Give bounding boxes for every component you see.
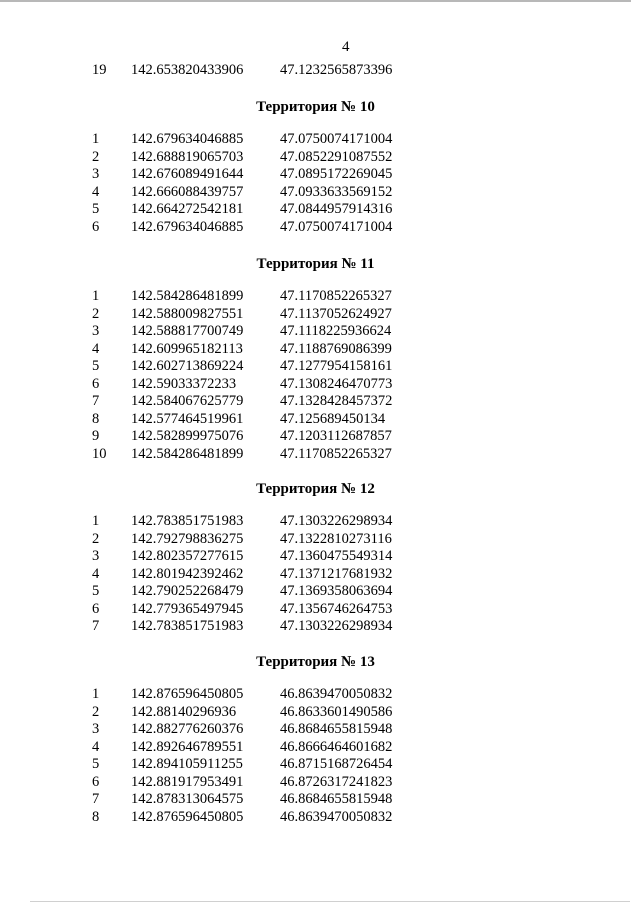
latitude-value: 46.8684655815948 [280, 721, 393, 737]
point-number: 3 [92, 323, 100, 339]
latitude-value: 47.0933633569152 [280, 183, 393, 200]
longitude-value: 142.676089491644 [131, 166, 244, 182]
point-number: 2 [92, 148, 100, 165]
point-number: 1 [92, 288, 100, 304]
section-title: Территория № 12 [256, 481, 375, 497]
latitude-value: 47.0852291087552 [280, 148, 393, 165]
latitude-value: 47.125689450134 [280, 410, 386, 427]
point-number: 6 [92, 375, 100, 392]
table-row [0, 184, 631, 202]
table-row [0, 201, 631, 219]
point-number: 3 [92, 166, 100, 182]
table-row [0, 791, 631, 809]
longitude-value: 142.584286481899 [131, 445, 244, 462]
longitude-value: 142.577464519961 [131, 410, 244, 427]
longitude-value: 142.59033372233 [131, 375, 237, 392]
table-row [0, 393, 631, 411]
territory-section-continued [0, 62, 631, 80]
point-number: 10 [92, 445, 107, 462]
section-title: Территория № 10 [256, 99, 375, 115]
latitude-value: 47.1170852265327 [280, 288, 392, 304]
coordinate-table [0, 686, 631, 826]
point-number: 5 [92, 583, 100, 599]
table-row [0, 739, 631, 757]
point-number: 1 [92, 686, 100, 702]
point-number: 6 [92, 600, 100, 617]
territory-section-12 [0, 479, 631, 636]
point-number: 5 [92, 201, 100, 217]
scan-edge-bottom [30, 901, 630, 902]
point-number: 6 [92, 218, 100, 235]
latitude-value: 47.1303226298934 [280, 618, 393, 634]
longitude-value: 142.792798836275 [131, 530, 244, 547]
longitude-value: 142.602713869224 [131, 358, 244, 374]
longitude-value: 142.584286481899 [131, 288, 244, 304]
longitude-value: 142.588009827551 [131, 305, 244, 322]
latitude-value: 47.1170852265327 [280, 445, 392, 462]
point-number: 1 [92, 513, 100, 529]
table-row [0, 531, 631, 549]
longitude-value: 142.664272542181 [131, 201, 244, 217]
longitude-value: 142.666088439757 [131, 183, 244, 200]
table-row [0, 686, 631, 704]
latitude-value: 46.8639470050832 [280, 686, 393, 702]
latitude-value: 47.1137052624927 [280, 305, 392, 322]
point-number: 7 [92, 791, 100, 807]
longitude-value: 142.653820433906 [131, 62, 244, 78]
table-row [0, 446, 631, 464]
longitude-value: 142.679634046885 [131, 131, 244, 147]
table-row [0, 704, 631, 722]
longitude-value: 142.588817700749 [131, 323, 244, 339]
territory-section-10 [0, 97, 631, 236]
table-row [0, 219, 631, 237]
latitude-value: 47.1203112687857 [280, 428, 392, 444]
longitude-value: 142.876596450805 [131, 686, 244, 702]
table-row [0, 756, 631, 774]
point-number: 2 [92, 305, 100, 322]
point-number: 1 [92, 131, 100, 147]
table-row [0, 428, 631, 446]
latitude-value: 47.1356746264753 [280, 600, 393, 617]
longitude-value: 142.779365497945 [131, 600, 244, 617]
territory-section-11 [0, 254, 631, 463]
latitude-value: 47.1369358063694 [280, 583, 393, 599]
table-row [0, 601, 631, 619]
table-row [0, 358, 631, 376]
coordinate-table [0, 288, 631, 463]
latitude-value: 47.0844957914316 [280, 201, 393, 217]
table-row [0, 774, 631, 792]
latitude-value: 47.1118225936624 [280, 323, 392, 339]
point-number: 4 [92, 738, 100, 755]
table-row [0, 411, 631, 429]
table-row [0, 566, 631, 584]
latitude-value: 47.1232565873396 [280, 62, 393, 78]
point-number: 5 [92, 756, 100, 772]
longitude-value: 142.802357277615 [131, 548, 244, 564]
point-number: 19 [92, 62, 107, 78]
table-row [0, 149, 631, 167]
longitude-value: 142.783851751983 [131, 513, 244, 529]
latitude-value: 47.1322810273116 [280, 530, 392, 547]
longitude-value: 142.584067625779 [131, 393, 244, 409]
point-number: 5 [92, 358, 100, 374]
table-row [0, 548, 631, 566]
longitude-value: 142.801942392462 [131, 565, 244, 582]
point-number: 4 [92, 565, 100, 582]
table-row [0, 62, 631, 80]
table-row [0, 618, 631, 636]
point-number: 3 [92, 548, 100, 564]
longitude-value: 142.679634046885 [131, 218, 244, 235]
coordinate-table [0, 62, 631, 80]
longitude-value: 142.88140296936 [131, 703, 237, 720]
coordinate-table [0, 131, 631, 236]
longitude-value: 142.790252268479 [131, 583, 244, 599]
table-row [0, 583, 631, 601]
longitude-value: 142.882776260376 [131, 721, 244, 737]
latitude-value: 47.1308246470773 [280, 375, 393, 392]
latitude-value: 47.1188769086399 [280, 340, 392, 357]
latitude-value: 47.1328428457372 [280, 393, 393, 409]
point-number: 3 [92, 721, 100, 737]
longitude-value: 142.876596450805 [131, 808, 244, 825]
latitude-value: 47.1360475549314 [280, 548, 393, 564]
latitude-value: 46.8684655815948 [280, 791, 393, 807]
table-row [0, 376, 631, 394]
table-row [0, 721, 631, 739]
point-number: 8 [92, 410, 100, 427]
latitude-value: 46.8633601490586 [280, 703, 393, 720]
table-row [0, 131, 631, 149]
point-number: 8 [92, 808, 100, 825]
longitude-value: 142.878313064575 [131, 791, 244, 807]
table-row [0, 513, 631, 531]
point-number: 6 [92, 773, 100, 790]
section-title: Территория № 11 [256, 256, 375, 272]
latitude-value: 47.1277954158161 [280, 358, 393, 374]
point-number: 7 [92, 393, 100, 409]
page-number: 4 [342, 39, 350, 55]
latitude-value: 46.8666464601682 [280, 738, 393, 755]
section-title: Территория № 13 [256, 654, 375, 670]
territory-section-13 [0, 652, 631, 826]
longitude-value: 142.881917953491 [131, 773, 244, 790]
point-number: 9 [92, 428, 100, 444]
table-row [0, 323, 631, 341]
table-row [0, 809, 631, 827]
point-number: 2 [92, 530, 100, 547]
latitude-value: 47.0895172269045 [280, 166, 393, 182]
longitude-value: 142.688819065703 [131, 148, 244, 165]
longitude-value: 142.783851751983 [131, 618, 244, 634]
table-row [0, 341, 631, 359]
table-row [0, 166, 631, 184]
point-number: 4 [92, 183, 100, 200]
latitude-value: 47.1371217681932 [280, 565, 393, 582]
latitude-value: 47.1303226298934 [280, 513, 393, 529]
latitude-value: 46.8726317241823 [280, 773, 393, 790]
longitude-value: 142.894105911255 [131, 756, 243, 772]
table-row [0, 288, 631, 306]
point-number: 7 [92, 618, 100, 634]
longitude-value: 142.609965182113 [131, 340, 243, 357]
scan-edge-top [0, 0, 631, 2]
point-number: 4 [92, 340, 100, 357]
latitude-value: 47.0750074171004 [280, 218, 393, 235]
longitude-value: 142.892646789551 [131, 738, 244, 755]
point-number: 2 [92, 703, 100, 720]
coordinate-table [0, 513, 631, 636]
table-row [0, 306, 631, 324]
latitude-value: 46.8639470050832 [280, 808, 393, 825]
longitude-value: 142.582899975076 [131, 428, 244, 444]
latitude-value: 46.8715168726454 [280, 756, 393, 772]
latitude-value: 47.0750074171004 [280, 131, 393, 147]
